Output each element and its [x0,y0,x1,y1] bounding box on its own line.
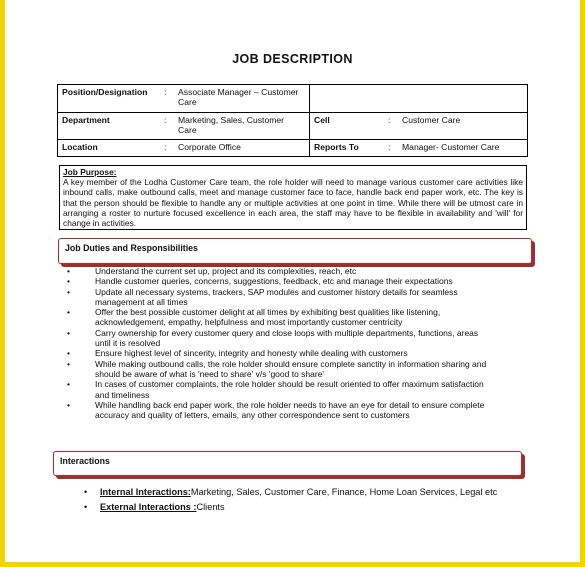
list-item: • Ensure highest level of sincerity, integrity and honesty while dealing with customers [67,348,495,358]
interactions-section-header [53,451,522,476]
job-purpose-heading: Job Purpose: [63,167,117,177]
list-item: • Handle customer queries, concerns, suggestions, feedback, etc and manage their expectations [67,276,495,286]
reports-value: Manager- Customer Care [402,142,500,152]
table-row [58,85,528,113]
interactions-heading: Interactions [60,456,110,466]
position-cell [58,85,310,113]
duties-list [67,266,495,420]
list-item: • Understand the current set up, project and its complexities, reach, etc [67,266,495,276]
external-interactions-label: External Interactions : [100,502,197,512]
table-row [58,113,528,140]
interactions-list [84,485,497,515]
separator: : [388,115,391,125]
location-label: Location [62,142,98,152]
list-item: • Offer the best possible customer delight at all times by exhibiting best qualities like listening, acknowledgement, empathy, helpfulness and most importantly customer centricity [67,307,495,328]
empty-cell [310,85,528,113]
location-value: Corporate Office [178,142,241,152]
table-row [58,140,528,157]
reports-label: Reports To [314,142,359,152]
cell-value: Customer Care [402,115,461,125]
job-purpose-box [59,165,527,230]
separator: : [164,142,167,152]
department-value: Marketing, Sales, Customer Care [178,115,285,135]
list-item: • While making outbound calls, the role holder should ensure complete sanctity in information sharing and should be aware of what is 'need to share' v/s 'good to share' [67,359,495,380]
list-item: • In cases of customer complaints, the role holder should be result oriented to offer maximum satisfaction and timeliness [67,379,495,400]
position-value: Associate Manager – Customer Care [178,87,299,107]
internal-interactions-label: Internal Interactions: [100,487,191,497]
list-item: • Carry ownership for every customer query and close loops with multiple departments, functions, areas until it is resolved [67,328,495,349]
department-cell [58,113,310,140]
cell-cell [310,113,528,140]
job-purpose-text: A key member of the Lodha Customer Care team, the role holder will need to manage various customer care activities like inbound calls, make outbound calls, meet and manage customer face to face, handle back end paper work, etc. The key is that the person should be flexible to handle any or multiple activities at one point in time. While there will be utmost care in arranging a roster to nurture focused excellence in each area, the staff may have to be flexible in availability and 'will' for change in activities. [63,177,523,229]
list-item: • While handling back end paper work, the role holder needs to have an eye for detail to ensure complete accuracy and quality of letters, emails, any other correspondence sent to customers [67,400,495,421]
job-info-table [57,84,528,157]
document-page [5,0,580,562]
reports-cell [310,140,528,157]
location-cell [58,140,310,157]
separator: : [388,142,391,152]
duties-section-header [58,238,532,264]
separator: : [164,87,167,97]
separator: : [164,115,167,125]
list-item [84,500,497,515]
list-item: • Update all necessary systems, trackers, SAP modules and customer history details for seamless management at all times [67,287,495,308]
department-label: Department [62,115,110,125]
cell-label: Cell [314,115,330,125]
position-label: Position/Designation [62,87,148,97]
external-interactions-value: Clients [196,502,225,512]
internal-interactions-value: Marketing, Sales, Customer Care, Finance, Home Loan Services, Legal etc [190,487,498,497]
duties-heading: Job Duties and Responsibilities [65,243,198,253]
document-title: JOB DESCRIPTION [232,52,353,66]
list-item [84,485,497,500]
